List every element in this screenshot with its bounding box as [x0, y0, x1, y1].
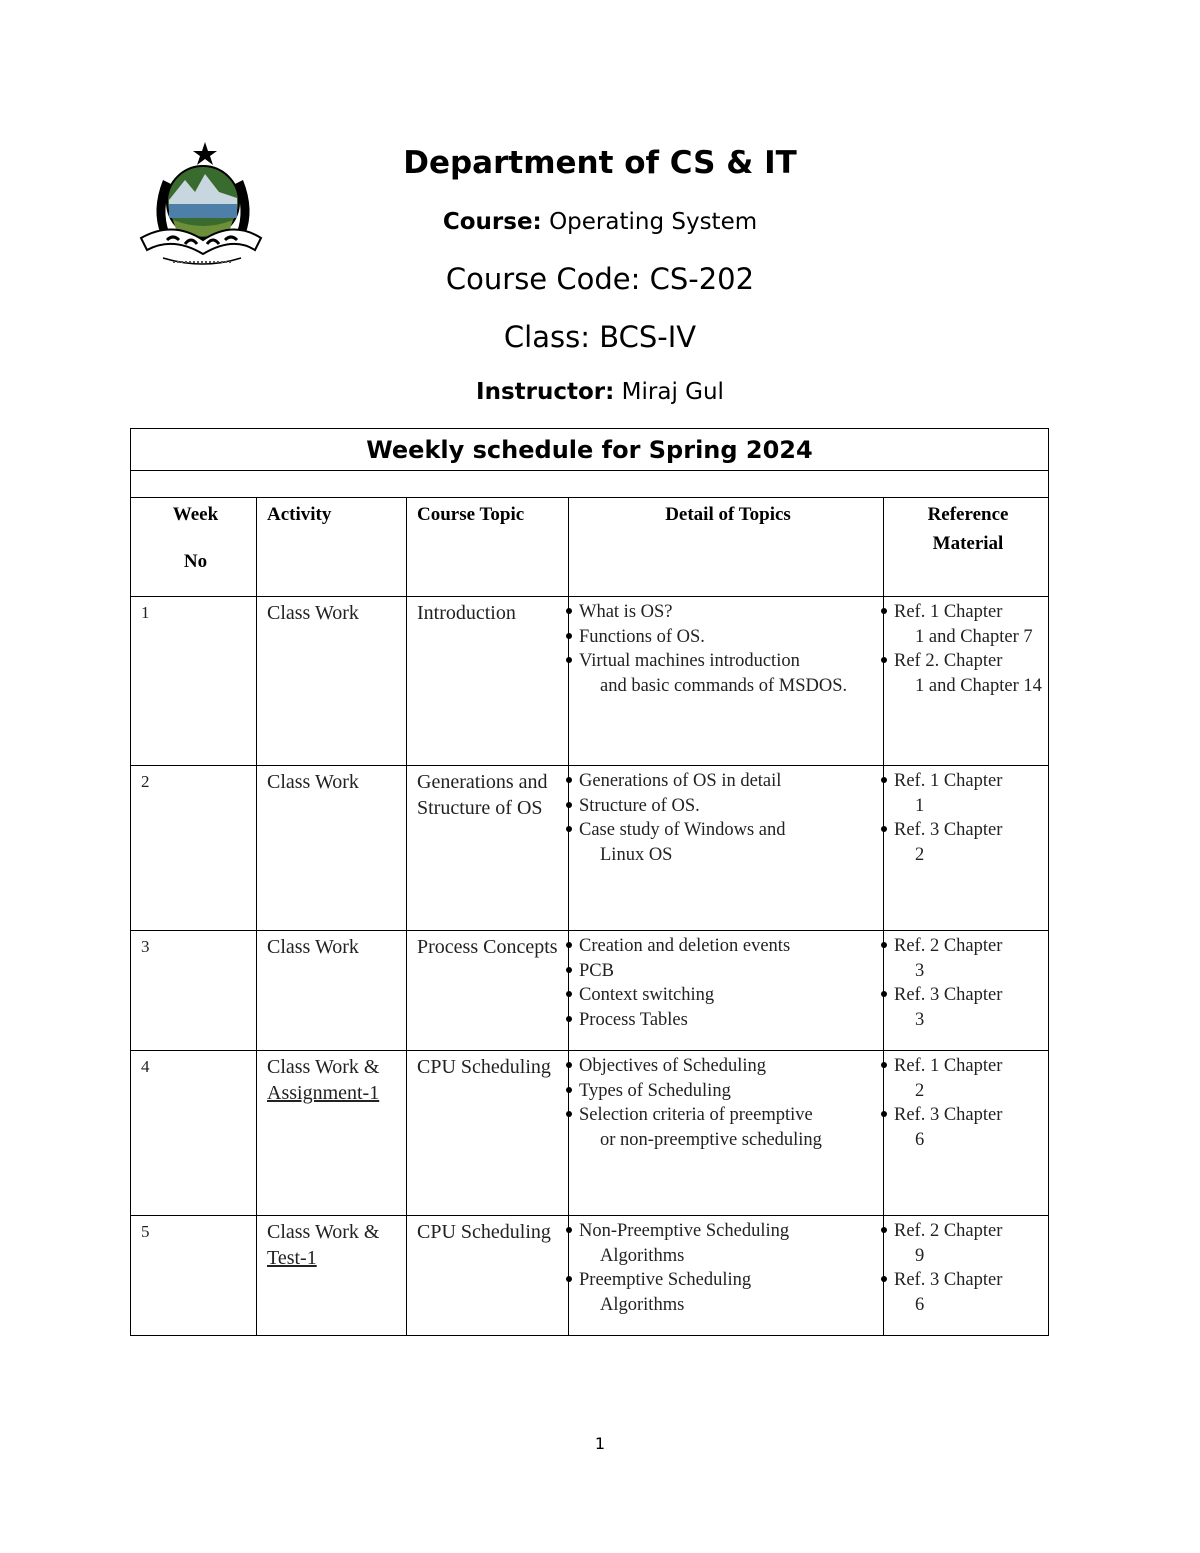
detail-item — [569, 649, 879, 698]
detail-item — [569, 818, 879, 867]
detail-item — [569, 625, 879, 650]
activity-text: Class Work — [267, 771, 359, 793]
course-topic-cell: Introduction — [407, 597, 569, 766]
activity-text: Class Work — [267, 936, 359, 958]
detail-item — [569, 1079, 879, 1104]
reference-item — [884, 983, 1044, 1032]
detail-item — [569, 934, 879, 959]
reference-item — [884, 600, 1044, 649]
table-header-row — [131, 498, 1049, 597]
table-row — [131, 766, 1049, 931]
reference-text: Ref. 2 Chapter — [894, 936, 1003, 956]
detail-text: Types of Scheduling — [579, 1080, 731, 1101]
reference-text-cont: 6 — [915, 1129, 925, 1150]
detail-item — [569, 959, 879, 984]
detail-list — [569, 600, 879, 698]
detail-list — [569, 1054, 879, 1152]
detail-item — [569, 1103, 879, 1152]
reference-list — [884, 1054, 1044, 1152]
week-number-cell: 3 — [131, 931, 257, 1051]
blank-row — [131, 471, 1049, 498]
department-title: Department of CS & IT — [403, 145, 797, 181]
activity-text: Class Work — [267, 602, 359, 624]
course-code: Course Code: CS-202 — [445, 262, 755, 296]
reference-item — [884, 769, 1044, 818]
reference-item — [884, 649, 1044, 698]
header-no-line: No — [183, 551, 208, 572]
reference-list — [884, 1219, 1044, 1317]
detail-text: Case study of Windows and — [579, 820, 786, 841]
detail-list — [569, 769, 879, 867]
reference-cell — [884, 597, 1049, 766]
activity-text: Class Work & — [267, 1221, 380, 1243]
class-line: Class: BCS-IV — [503, 320, 697, 354]
course-topic-cell: Process Concepts — [407, 931, 569, 1051]
header-course-topic: Course Topic — [407, 498, 569, 597]
course-topic-cell: Generations and Structure of OS — [407, 766, 569, 931]
detail-item — [569, 983, 879, 1008]
reference-text-cont: 3 — [915, 960, 925, 981]
detail-cell — [569, 931, 884, 1051]
table-row — [131, 1216, 1049, 1336]
detail-item — [569, 600, 879, 625]
instructor-label: Instructor: — [476, 379, 615, 405]
header-reference-material: Reference Material — [884, 498, 1049, 597]
reference-item — [884, 1103, 1044, 1152]
detail-text: Objectives of Scheduling — [579, 1056, 767, 1076]
detail-item — [569, 1008, 879, 1033]
activity-cell — [257, 931, 407, 1051]
detail-text: Preemptive Scheduling — [579, 1270, 752, 1291]
detail-text-cont: Algorithms — [600, 1294, 685, 1315]
detail-text-cont: or non-preemptive scheduling — [600, 1129, 822, 1150]
table-title: Weekly schedule for Spring 2024 — [131, 429, 1049, 471]
reference-item — [884, 1268, 1044, 1317]
course-topic-cell: CPU Scheduling — [407, 1051, 569, 1216]
reference-item — [884, 1054, 1044, 1103]
header-week-no — [131, 498, 257, 597]
activity-text: Class Work & — [267, 1056, 380, 1078]
course-label: Course: — [442, 209, 542, 235]
reference-text: Ref. 3 Chapter — [894, 1105, 1003, 1126]
page-number: 1 — [594, 1434, 606, 1453]
detail-text: Generations of OS in detail — [579, 771, 782, 791]
header-week-line: Week — [172, 504, 219, 525]
reference-text-cont: 1 and Chapter 14 — [915, 675, 1042, 696]
activity-extra: Assignment-1 — [267, 1082, 380, 1104]
activity-cell — [257, 597, 407, 766]
detail-item — [569, 794, 879, 819]
reference-cell — [884, 931, 1049, 1051]
table-row — [131, 1051, 1049, 1216]
detail-text: Functions of OS. — [579, 626, 705, 647]
reference-text-cont: 1 and Chapter 7 — [915, 626, 1033, 647]
detail-list — [569, 934, 879, 1032]
course-value: Operating System — [549, 209, 758, 235]
reference-text-cont: 3 — [915, 1009, 925, 1030]
week-number-cell: 4 — [131, 1051, 257, 1216]
detail-text: Selection criteria of preemptive — [579, 1105, 813, 1126]
reference-text: Ref 2. Chapter — [894, 651, 1003, 672]
week-number-cell: 2 — [131, 766, 257, 931]
reference-cell — [884, 766, 1049, 931]
detail-text: Context switching — [579, 985, 715, 1006]
detail-text: Virtual machines introduction — [579, 651, 800, 672]
reference-item — [884, 934, 1044, 983]
instructor-value: Miraj Gul — [621, 379, 724, 405]
detail-item — [569, 1268, 879, 1317]
detail-item — [569, 1219, 879, 1268]
detail-text: Creation and deletion events — [579, 936, 791, 956]
detail-cell — [569, 1216, 884, 1336]
detail-text: PCB — [579, 960, 614, 981]
detail-cell — [569, 597, 884, 766]
detail-text: Process Tables — [579, 1009, 688, 1030]
course-line — [0, 209, 1200, 235]
activity-cell — [257, 1051, 407, 1216]
detail-text: What is OS? — [579, 602, 673, 622]
activity-cell — [257, 1216, 407, 1336]
detail-text: Structure of OS. — [579, 795, 700, 816]
reference-item — [884, 1219, 1044, 1268]
reference-text-cont: 2 — [915, 844, 925, 865]
reference-item — [884, 818, 1044, 867]
reference-text-cont: 9 — [915, 1245, 925, 1266]
header-detail-of-topics: Detail of Topics — [569, 498, 884, 597]
reference-list — [884, 769, 1044, 867]
reference-text: Ref. 3 Chapter — [894, 985, 1003, 1006]
course-topic-cell: CPU Scheduling — [407, 1216, 569, 1336]
reference-text: Ref. 1 Chapter — [894, 1056, 1003, 1076]
weekly-schedule-table — [130, 428, 1049, 1336]
reference-cell — [884, 1216, 1049, 1336]
reference-cell — [884, 1051, 1049, 1216]
detail-item — [569, 1054, 879, 1079]
detail-list — [569, 1219, 879, 1317]
reference-text: Ref. 1 Chapter — [894, 602, 1003, 622]
activity-cell — [257, 766, 407, 931]
reference-text: Ref. 3 Chapter — [894, 820, 1003, 841]
instructor-line — [0, 379, 1200, 405]
reference-text: Ref. 1 Chapter — [894, 771, 1003, 791]
detail-text-cont: and basic commands of MSDOS. — [600, 675, 848, 696]
detail-cell — [569, 1051, 884, 1216]
reference-text-cont: 1 — [915, 795, 925, 816]
detail-cell — [569, 766, 884, 931]
header-activity: Activity — [257, 498, 407, 597]
table-row — [131, 597, 1049, 766]
table-row — [131, 931, 1049, 1051]
detail-text-cont: Linux OS — [600, 844, 673, 865]
detail-item — [569, 769, 879, 794]
detail-text-cont: Algorithms — [600, 1245, 685, 1266]
detail-text: Non-Preemptive Scheduling — [579, 1221, 790, 1241]
reference-text-cont: 2 — [915, 1080, 925, 1101]
reference-text: Ref. 2 Chapter — [894, 1221, 1003, 1241]
schedule-rows — [131, 597, 1049, 1336]
reference-list — [884, 600, 1044, 698]
activity-extra: Test-1 — [267, 1247, 317, 1269]
reference-list — [884, 934, 1044, 1032]
week-number-cell: 1 — [131, 597, 257, 766]
week-number-cell: 5 — [131, 1216, 257, 1336]
reference-text-cont: 6 — [915, 1294, 925, 1315]
reference-text: Ref. 3 Chapter — [894, 1270, 1003, 1291]
